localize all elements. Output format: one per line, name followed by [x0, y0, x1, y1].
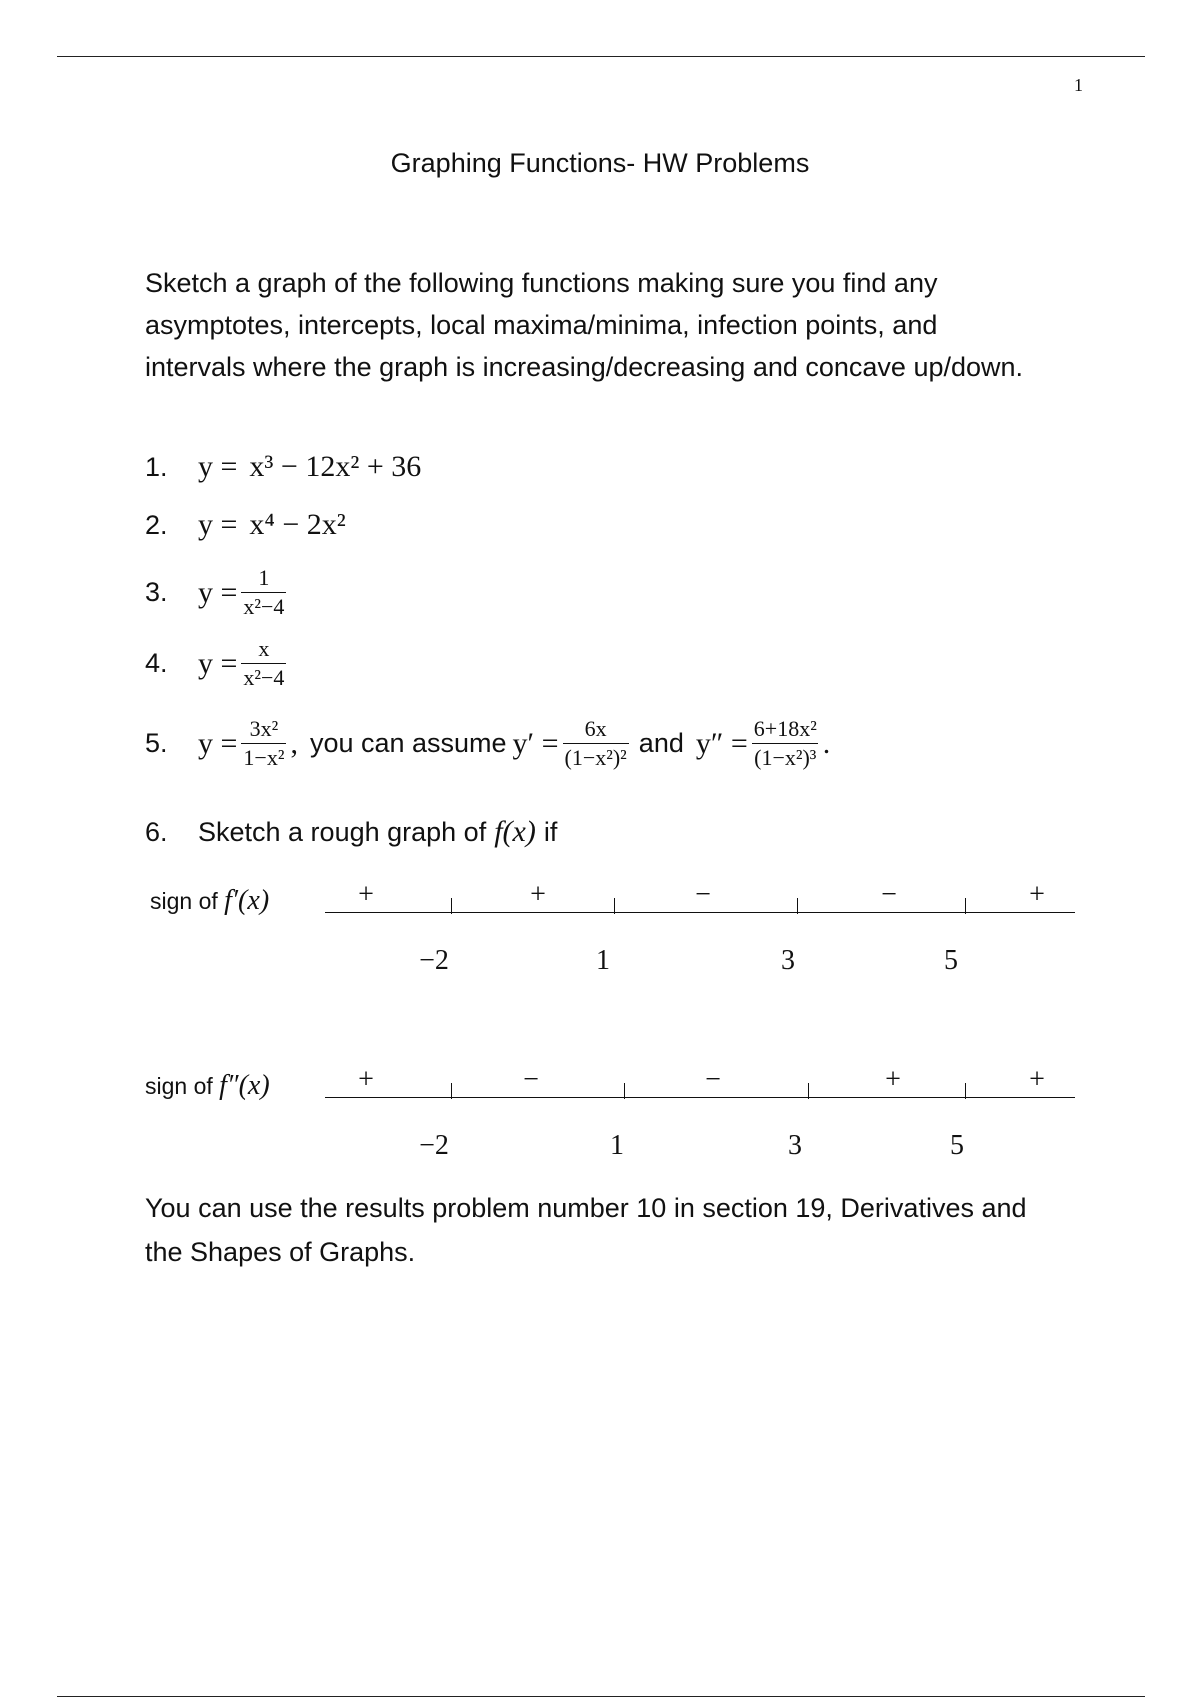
- problem-1: [145, 450, 421, 484]
- numerator: 1: [258, 565, 270, 590]
- numerator: x: [258, 636, 270, 661]
- problem-1-expression: x³ − 12x² + 36: [249, 450, 422, 483]
- problem-number: 4.: [145, 648, 168, 679]
- bottom-rule: [57, 1696, 1145, 1697]
- problem-number: 2.: [145, 509, 168, 540]
- numerator: 3x²: [249, 716, 279, 741]
- critical-value: 3: [781, 945, 795, 976]
- label-prefix: sign of: [145, 1073, 213, 1099]
- denominator: (1−x²)²: [564, 745, 627, 771]
- sign-chart-second-derivative: [0, 1064, 1200, 1161]
- problem-6-suffix: if: [543, 816, 558, 847]
- critical-value: 5: [950, 1130, 964, 1161]
- problem-5-fraction: [241, 717, 286, 770]
- sign-symbol: +: [1029, 1064, 1045, 1095]
- page-number: 1: [1074, 75, 1083, 95]
- denominator: (1−x²)³: [754, 745, 817, 771]
- numerator: 6+18x²: [753, 716, 817, 741]
- critical-value: 3: [788, 1130, 802, 1161]
- critical-value: −2: [419, 1130, 449, 1161]
- label-math: f″(x): [219, 1070, 270, 1101]
- sign-chart-label: [150, 885, 269, 917]
- problem-3-fraction: [241, 566, 286, 619]
- critical-value: 5: [944, 945, 958, 976]
- problem-number: 6.: [145, 816, 168, 847]
- and-text: and: [638, 728, 684, 759]
- page-title: Graphing Functions- HW Problems: [390, 148, 810, 178]
- sign-chart-tick: [797, 898, 798, 914]
- problem-5-lhs: y =: [198, 726, 238, 760]
- sign-chart-tick: [614, 898, 615, 914]
- denominator: 1−x²: [243, 745, 285, 771]
- problem-number: 5.: [145, 728, 168, 759]
- sign-symbol: +: [885, 1064, 901, 1095]
- problem-2-lhs: y =: [198, 508, 238, 541]
- problem-1-lhs: y =: [198, 450, 238, 483]
- ydouble-lhs: y″ =: [695, 726, 748, 760]
- problem-6-text: Sketch a rough graph of: [198, 816, 487, 847]
- problem-4-lhs: y =: [198, 646, 238, 680]
- yprime-lhs: y′ =: [512, 726, 559, 760]
- sign-chart-tick: [965, 898, 966, 914]
- problem-3: [145, 566, 290, 619]
- problem-6: [145, 815, 557, 849]
- label-prefix: sign of: [150, 888, 218, 914]
- assume-text: you can assume: [309, 728, 507, 759]
- ydouble-fraction: [752, 717, 819, 770]
- problem-4-fraction: [241, 637, 286, 690]
- denominator: x²−4: [243, 594, 285, 620]
- sign-symbol: −: [705, 1064, 721, 1095]
- sign-chart-axis: [325, 912, 1075, 913]
- closing-note: [145, 1186, 1065, 1274]
- problem-3-lhs: y =: [198, 575, 238, 609]
- sign-symbol: +: [358, 879, 374, 910]
- label-math: f′(x): [224, 885, 270, 916]
- problem-number: 1.: [145, 451, 168, 482]
- problem-6-fx: f(x): [494, 815, 536, 848]
- critical-value: 1: [596, 945, 610, 976]
- closing-text: You can use the results problem number 10 in section 19, Derivatives and the Shapes of Graphs.: [145, 1193, 1027, 1267]
- sign-symbol: −: [523, 1064, 539, 1095]
- problem-2-expression: x⁴ − 2x²: [249, 508, 346, 541]
- critical-value: −2: [419, 945, 449, 976]
- sign-chart-first-derivative: [0, 879, 1200, 976]
- sign-symbol: +: [358, 1064, 374, 1095]
- sign-symbol: −: [881, 879, 897, 910]
- critical-value: 1: [610, 1130, 624, 1161]
- sign-chart-tick: [451, 1083, 452, 1099]
- instructions: [145, 262, 1045, 388]
- denominator: x²−4: [243, 665, 285, 691]
- sign-chart-tick: [965, 1083, 966, 1099]
- problem-4: [145, 637, 290, 690]
- sign-chart-tick: [451, 898, 452, 914]
- sign-symbol: +: [1029, 879, 1045, 910]
- sign-chart-label: [145, 1070, 270, 1102]
- problem-2: [145, 508, 346, 542]
- problem-number: 3.: [145, 577, 168, 608]
- sign-chart-tick: [808, 1083, 809, 1099]
- instructions-text: Sketch a graph of the following functions making sure you find any asymptotes, intercepts, local maxima/minima, infection points, and intervals where the graph is increasing/decreasing and concave up/down.: [145, 268, 1024, 382]
- sign-chart-axis: [325, 1097, 1075, 1098]
- top-rule: [57, 56, 1145, 57]
- sign-chart-tick: [624, 1083, 625, 1099]
- numerator: 6x: [584, 716, 607, 741]
- yprime-fraction: [563, 717, 629, 770]
- problem-5: 5. y = $\frac{\text{3x²}}{\text{1−x²}}$ , you can assume y′ = $\frac{6x}{\text{(1−x²)²}}$ and y″ = $\frac{\text{6+18x²}}{\text{(1−x²)³}}$ .: [145, 716, 831, 771]
- sign-symbol: −: [695, 879, 711, 910]
- sign-symbol: +: [530, 879, 546, 910]
